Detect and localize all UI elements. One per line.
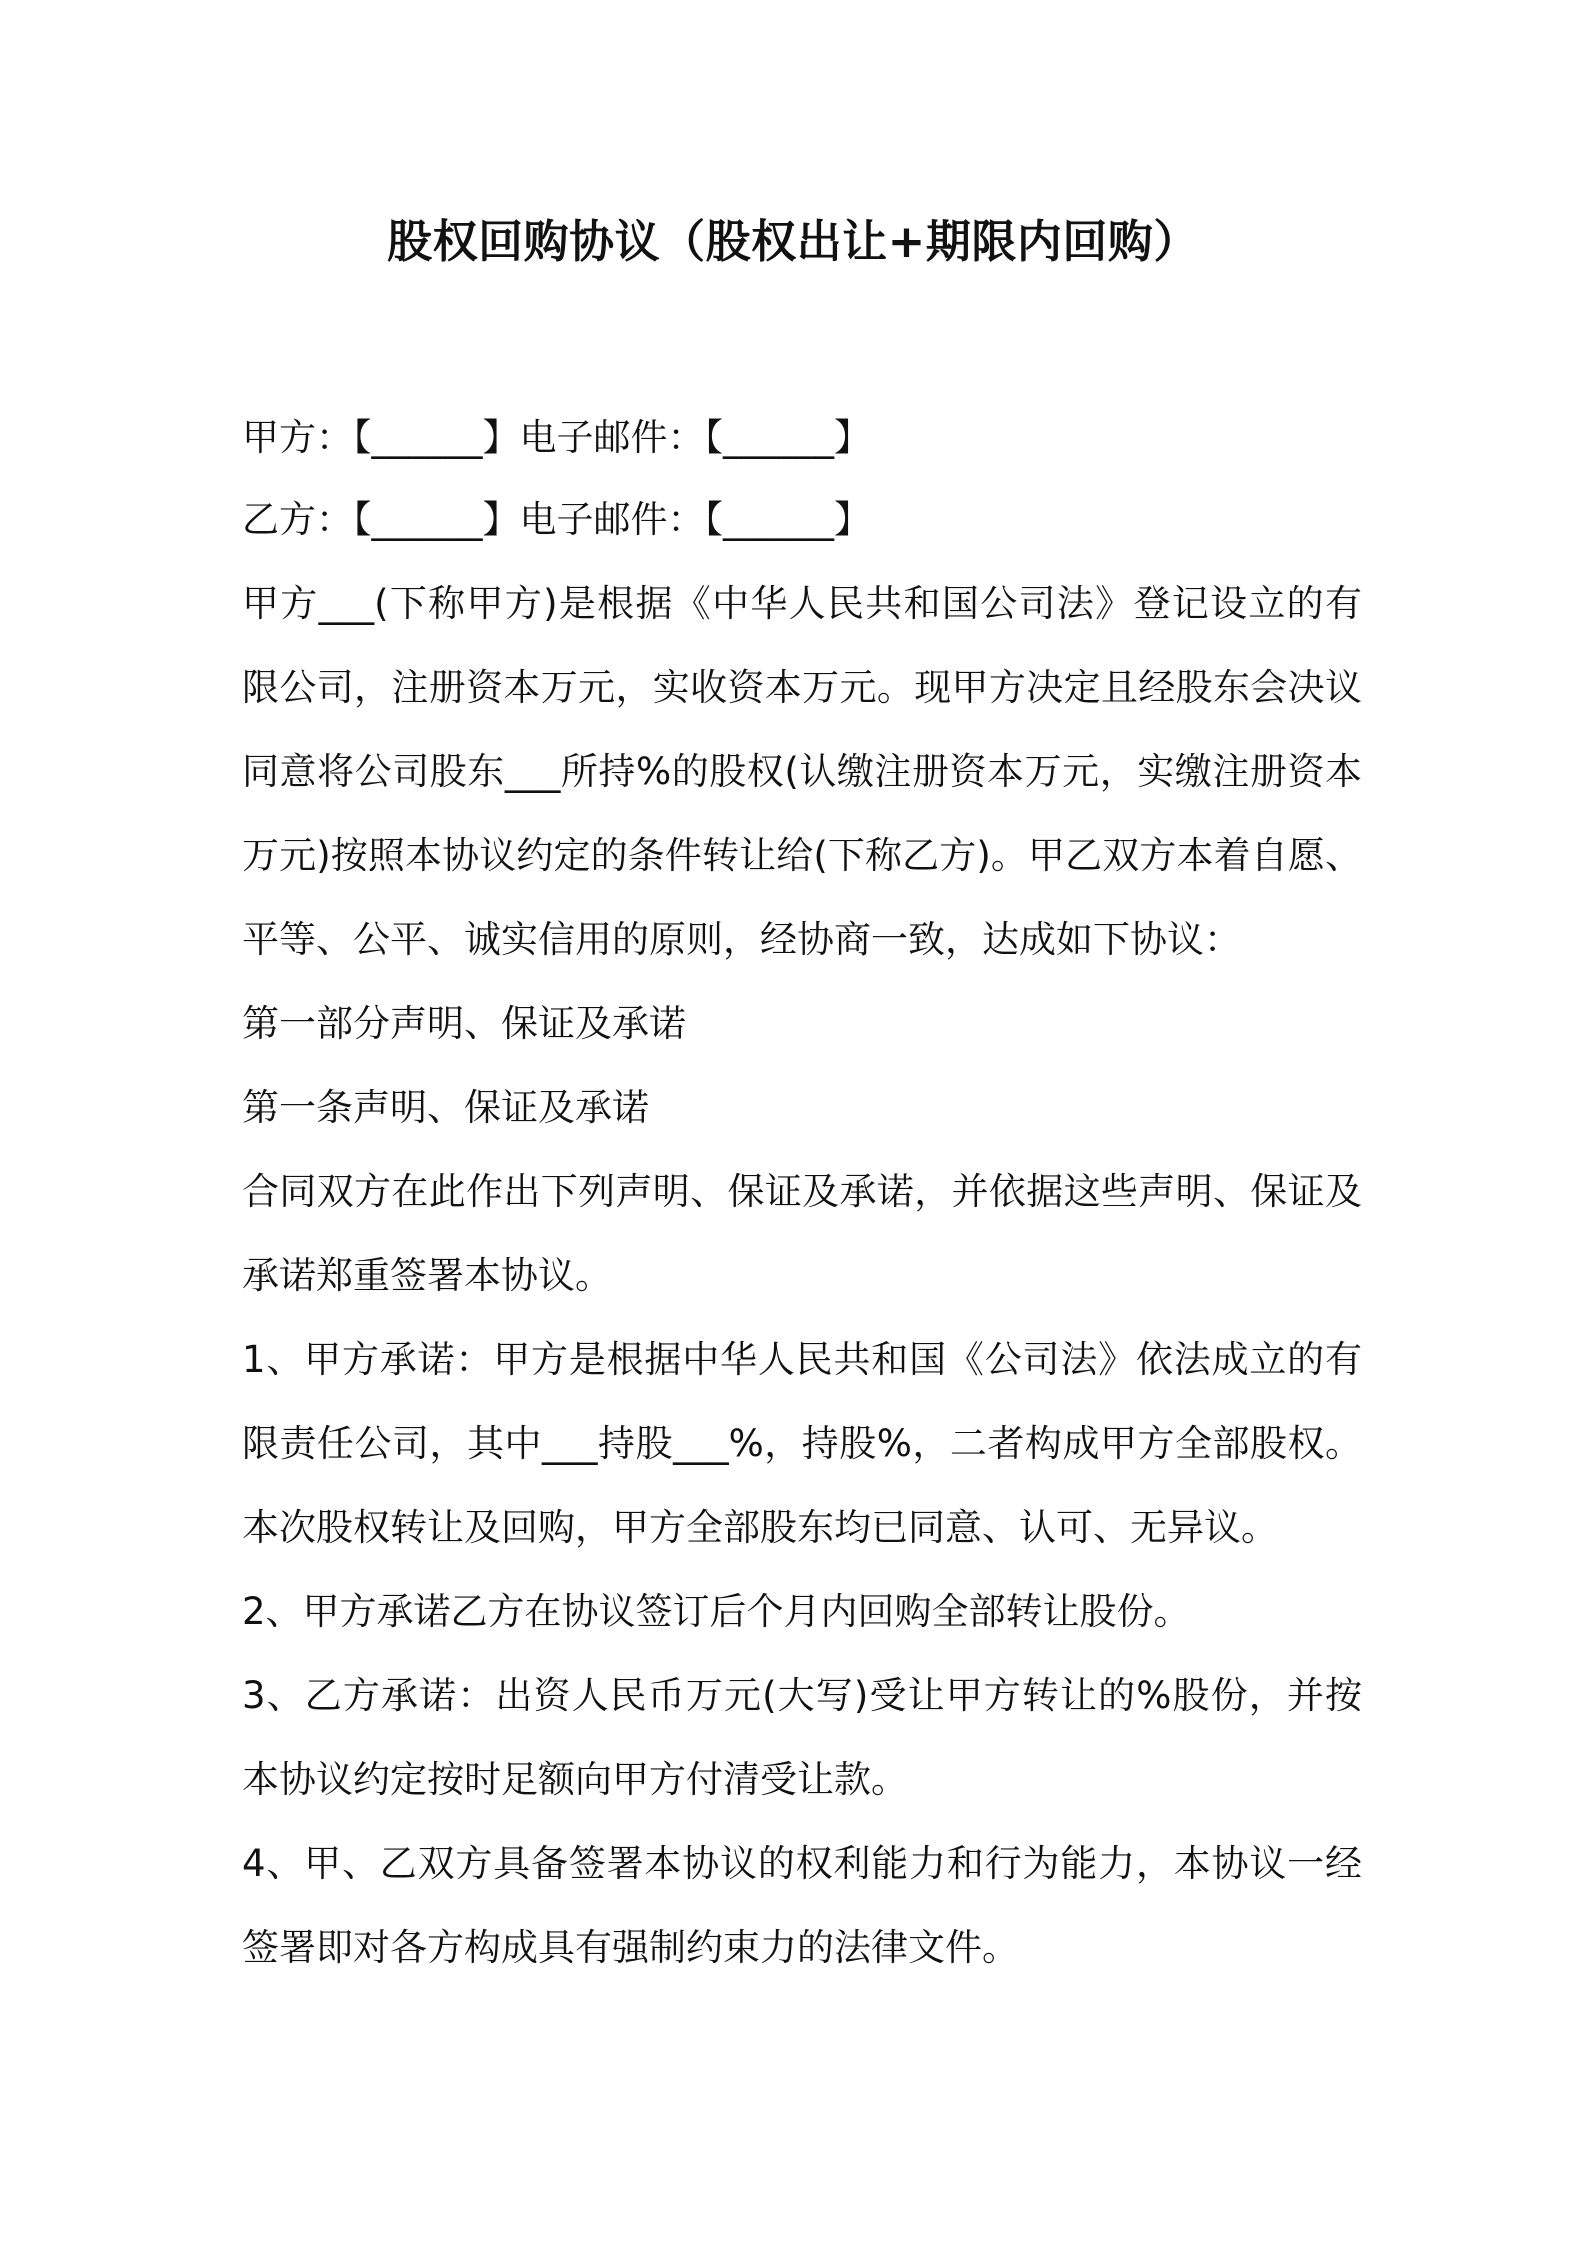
body-line: 同意将公司股东___所持%的股权(认缴注册资本万元，实缴注册资本 xyxy=(242,750,1362,793)
clause-line: 本次股权转让及回购，甲方全部股东均已同意、认可、无异议。 xyxy=(242,1506,1278,1549)
clause-line: 2、甲方承诺乙方在协议签订后个月内回购全部转让股份。 xyxy=(242,1590,1191,1633)
body-line: 合同双方在此作出下列声明、保证及承诺，并依据这些声明、保证及 xyxy=(242,1170,1362,1213)
document-title: 股权回购协议（股权出让+期限内回购） xyxy=(387,215,1199,268)
clause-line: 限责任公司，其中___持股___%，持股%，二者构成甲方全部股权。 xyxy=(242,1422,1362,1465)
body-line: 承诺郑重签署本协议。 xyxy=(242,1254,612,1297)
clause-line: 1、甲方承诺：甲方是根据中华人民共和国《公司法》依法成立的有 xyxy=(242,1338,1362,1381)
body-line: 万元)按照本协议约定的条件转让给(下称乙方)。甲乙双方本着自愿、 xyxy=(242,834,1362,877)
party-a-line: 甲方：【______】电子邮件：【______】 xyxy=(242,416,871,459)
party-b-line: 乙方：【______】电子邮件：【______】 xyxy=(242,498,871,541)
body-line: 限公司，注册资本万元，实收资本万元。现甲方决定且经股东会决议 xyxy=(242,666,1362,709)
body-line: 甲方___(下称甲方)是根据《中华人民共和国公司法》登记设立的有 xyxy=(242,582,1362,625)
clause-line: 本协议约定按时足额向甲方付清受让款。 xyxy=(242,1758,908,1801)
section-heading: 第一部分声明、保证及承诺 xyxy=(242,1002,686,1045)
clause-line: 签署即对各方构成具有强制约束力的法律文件。 xyxy=(242,1926,1019,1969)
body-line: 平等、公平、诚实信用的原则，经协商一致，达成如下协议： xyxy=(242,918,1241,961)
clause-line: 4、甲、乙双方具备签署本协议的权利能力和行为能力，本协议一经 xyxy=(242,1842,1362,1885)
article-heading: 第一条声明、保证及承诺 xyxy=(242,1086,649,1129)
clause-line: 3、乙方承诺：出资人民币万元(大写)受让甲方转让的%股份，并按 xyxy=(242,1674,1362,1717)
